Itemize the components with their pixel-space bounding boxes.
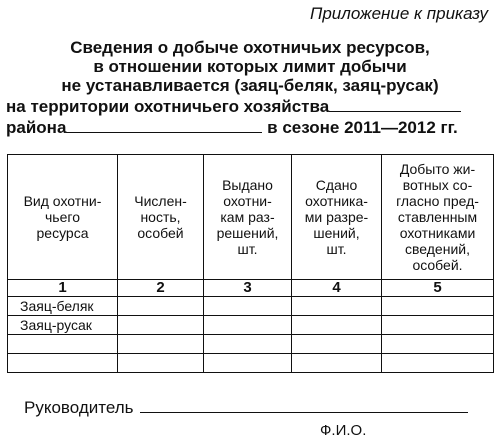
column-number: 5 [382,280,494,297]
column-header-animals-harvested: Добыто жи- вотных со- гласно пред- ставленным охотниками сведений, особей. [382,155,494,280]
table-cell [118,354,204,373]
species-cell [8,354,118,373]
table-row [8,297,494,316]
column-number-row [8,280,494,297]
column-header-permits-issued: Выдано охотни- кам раз- решений, шт. [204,155,292,280]
appendix-note: Приложение к приказу [310,4,488,23]
column-number: 4 [292,280,382,297]
column-header-population: Числен- ность, особей [118,155,204,280]
table-cell [292,316,382,335]
heading-line-1: Сведения о добыче охотничьих ресурсов, [70,38,430,57]
column-number: 1 [8,280,118,297]
column-number: 3 [204,280,292,297]
species-cell: Заяц-русак [8,316,118,335]
hunting-area-label: на территории охотничьего хозяйства [6,97,330,116]
district-label: района [6,118,67,137]
species-cell [8,335,118,354]
table-cell [118,297,204,316]
column-number: 2 [118,280,204,297]
table-header-row [8,155,494,280]
heading-line-5 [6,118,458,137]
species-cell: Заяц-беляк [8,297,118,316]
season-label: в сезоне 2011—2012 гг. [267,118,458,137]
table-cell [118,316,204,335]
hunting-area-blank [329,97,461,112]
signature-caption: Ф.И.О. [320,422,367,439]
signature-line [24,398,468,418]
table-cell [292,354,382,373]
heading-line-4 [6,97,461,116]
harvest-table [7,154,494,373]
heading-line-2: в отношении которых лимит добычи [93,57,407,76]
signatory-label: Руководитель [24,398,134,417]
signature-blank [140,398,468,413]
table-cell [382,316,494,335]
table-row [8,316,494,335]
table-cell [204,297,292,316]
district-blank [66,118,262,133]
table-row [8,335,494,354]
table-cell [118,335,204,354]
column-header-species: Вид охотни- чьего ресурса [8,155,118,280]
table-cell [204,316,292,335]
table-cell [382,335,494,354]
table-cell [204,354,292,373]
table-row [8,354,494,373]
table-cell [292,335,382,354]
table-cell [204,335,292,354]
table-cell [292,297,382,316]
column-header-permits-returned: Сдано охотника- ми разре- шений, шт. [292,155,382,280]
heading-line-3: не устанавливается (заяц-беляк, заяц-русак) [61,76,439,95]
table-cell [382,297,494,316]
table-cell [382,354,494,373]
